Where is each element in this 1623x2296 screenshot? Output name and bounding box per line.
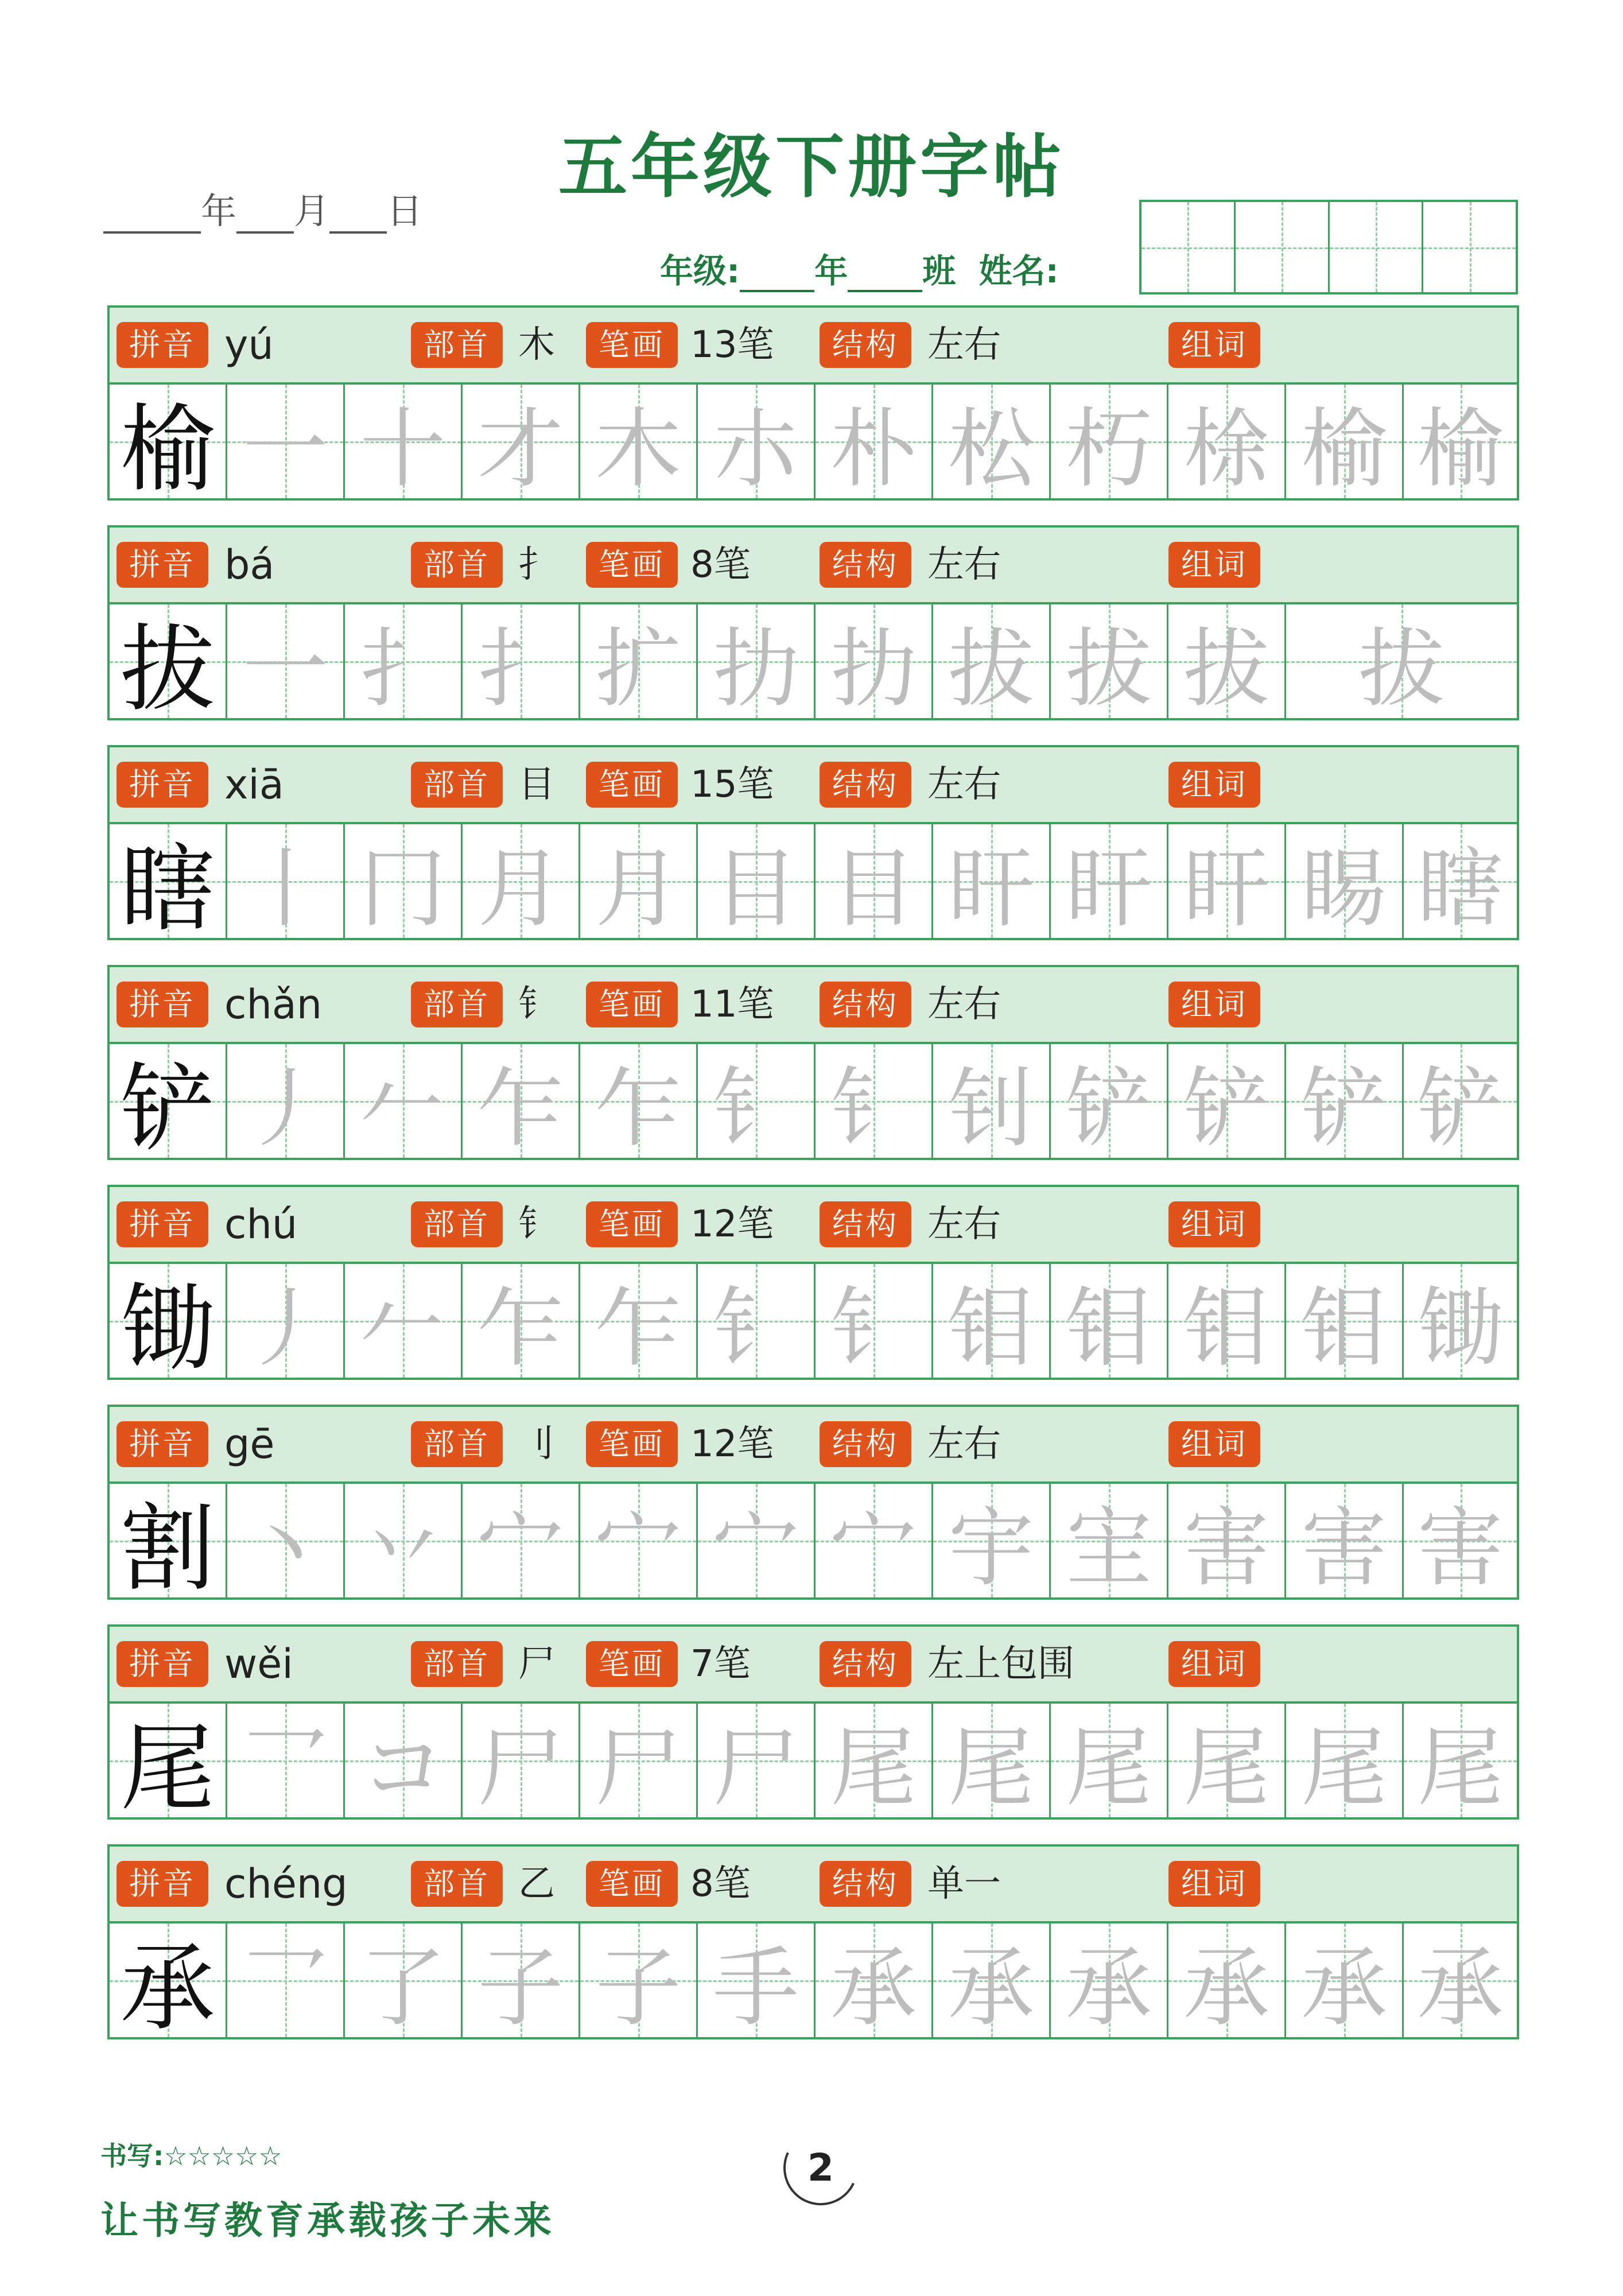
stroke-step-cell[interactable] (1404, 1264, 1517, 1378)
stroke-step-char: 拔 (1065, 619, 1152, 719)
stroke-step-char: 拔 (948, 619, 1034, 719)
stroke-step-char: 尸 (712, 1719, 799, 1818)
strokes-value: 11笔 (690, 983, 774, 1026)
strokes-value: 7笔 (690, 1643, 751, 1685)
stroke-step-char: 月 (477, 839, 564, 939)
model-char: 尾 (120, 1713, 215, 1824)
char-row (107, 1624, 1519, 1824)
page-number: 2 (807, 2146, 834, 2190)
day-blank[interactable] (329, 208, 387, 234)
stroke-step-char: 宀 (712, 1499, 799, 1599)
stroke-step-cell[interactable] (1404, 1484, 1517, 1597)
name-box[interactable] (1139, 200, 1518, 294)
structure-tag: 结构 (820, 1201, 911, 1247)
strokes-value: 13笔 (690, 324, 774, 366)
pinyin-tag: 拼音 (117, 542, 208, 588)
stroke-step-char: 榆 (1417, 400, 1504, 499)
model-char-cell (110, 1704, 227, 1824)
rating-line: 书写:☆☆☆☆☆ (100, 2140, 282, 2171)
stroke-step-char: 丶 (242, 1499, 328, 1599)
stroke-step-char: 手 (712, 1938, 799, 2038)
structure-tag: 结构 (820, 1861, 911, 1907)
strokes-tag: 笔画 (586, 1421, 678, 1467)
stroke-step-cell[interactable] (345, 604, 463, 718)
stroke-step-char: 乍 (477, 1059, 564, 1159)
stroke-step-cell[interactable] (816, 1044, 933, 1158)
stroke-step-char: 乍 (595, 1059, 681, 1159)
stroke-step-cell[interactable] (345, 1704, 463, 1817)
stroke-step-char: 冂 (359, 839, 446, 939)
stroke-step-cell[interactable] (463, 604, 580, 718)
stroke-step-cell[interactable] (227, 1264, 345, 1378)
stroke-step-char: 钼 (1183, 1279, 1269, 1379)
strokes-tag: 笔画 (586, 1641, 678, 1687)
stroke-step-cell[interactable] (816, 1923, 933, 2037)
stroke-step-cell[interactable] (816, 824, 933, 938)
stroke-step-cell[interactable] (580, 1044, 698, 1158)
stroke-step-cell[interactable] (227, 604, 345, 718)
stroke-step-cell[interactable] (816, 604, 933, 718)
stroke-step-char: 朽 (1065, 400, 1152, 499)
pinyin-tag: 拼音 (117, 1421, 208, 1467)
stroke-step-cell[interactable] (580, 385, 698, 498)
structure-value: 左右 (927, 324, 1001, 366)
stroke-step-char: 宇 (948, 1499, 1034, 1599)
stroke-step-char: 尾 (1417, 1719, 1504, 1818)
stroke-step-char: 乍 (595, 1279, 681, 1379)
stroke-step-char: 尸 (477, 1719, 564, 1818)
stroke-step-cell[interactable] (698, 1704, 816, 1817)
stroke-step-char: 梌 (1183, 400, 1269, 499)
pinyin-value: gē (224, 1421, 275, 1468)
model-char: 锄 (120, 1273, 215, 1384)
radical-tag: 部首 (411, 1641, 503, 1687)
stroke-step-cell[interactable] (345, 1044, 463, 1158)
stroke-step-char: 丨 (242, 839, 328, 939)
stroke-step-char: 铲 (1183, 1059, 1269, 1159)
stroke-step-cell[interactable] (463, 1484, 580, 1597)
stroke-step-char: 瞎 (1417, 839, 1504, 939)
stroke-step-cell[interactable] (227, 824, 345, 938)
stroke-step-char: 木 (595, 400, 681, 499)
stroke-step-cell[interactable] (698, 1264, 816, 1378)
words-tag: 组词 (1168, 982, 1260, 1027)
grade-blank[interactable] (740, 267, 814, 292)
stroke-step-cell[interactable] (1286, 604, 1517, 718)
stroke-step-char: 盰 (1065, 839, 1152, 939)
stroke-step-cell[interactable] (1051, 604, 1168, 718)
stroke-step-char: 一 (242, 619, 328, 719)
writing-grid (110, 385, 1517, 505)
strokes-value: 12笔 (690, 1203, 774, 1246)
stroke-step-cell[interactable] (933, 1484, 1051, 1597)
stroke-step-char: 宔 (1065, 1499, 1152, 1599)
stroke-step-cell[interactable] (227, 1704, 345, 1817)
stroke-step-cell[interactable] (1286, 1923, 1404, 2037)
pinyin-value: chéng (224, 1860, 348, 1907)
stroke-step-cell[interactable] (698, 385, 816, 498)
stroke-step-cell[interactable] (816, 1704, 933, 1817)
char-row (107, 745, 1519, 944)
model-char-cell (110, 604, 227, 724)
stroke-step-char: 承 (1183, 1938, 1269, 2038)
radical-value: 尸 (518, 1643, 555, 1685)
stroke-step-cell[interactable] (345, 1264, 463, 1378)
pinyin-value: xiā (224, 761, 284, 808)
stroke-step-char: 铲 (1417, 1059, 1504, 1159)
row-header (110, 308, 1517, 385)
stroke-step-cell[interactable] (1404, 385, 1517, 498)
stroke-step-char: 钼 (1300, 1279, 1387, 1379)
words-tag: 组词 (1168, 1641, 1260, 1687)
model-char-cell (110, 385, 227, 505)
structure-value: 左右 (927, 1203, 1001, 1246)
structure-value: 左右 (927, 763, 1001, 806)
structure-tag: 结构 (820, 982, 911, 1027)
stroke-step-cell[interactable] (345, 1484, 463, 1597)
stroke-step-char: 扌 (477, 619, 564, 719)
stroke-step-char: 扐 (830, 619, 917, 719)
row-header (110, 1847, 1517, 1923)
writing-grid (110, 824, 1517, 944)
stroke-step-char: 钅 (712, 1279, 799, 1379)
stroke-step-cell[interactable] (1286, 1704, 1404, 1817)
stroke-step-char: 才 (477, 400, 564, 499)
model-char: 拔 (120, 614, 215, 724)
stroke-step-char: 松 (948, 400, 1034, 499)
stroke-step-cell[interactable] (1168, 1044, 1286, 1158)
stroke-step-char: 承 (830, 1938, 917, 2038)
stroke-step-char: 十 (359, 400, 446, 499)
row-header (110, 967, 1517, 1044)
stroke-step-char: 尾 (1183, 1719, 1269, 1818)
words-tag: 组词 (1168, 1201, 1260, 1247)
writing-grid (110, 1264, 1517, 1384)
stroke-step-char: 钼 (1065, 1279, 1152, 1379)
stroke-step-char: 铲 (1300, 1059, 1387, 1159)
radical-value: 木 (518, 324, 555, 366)
stroke-step-cell[interactable] (816, 1484, 933, 1597)
month-blank[interactable] (236, 208, 294, 234)
stroke-step-cell[interactable] (933, 1923, 1051, 2037)
stroke-step-cell[interactable] (1051, 1264, 1168, 1378)
stroke-step-cell[interactable] (698, 604, 816, 718)
stroke-step-cell[interactable] (580, 1704, 698, 1817)
structure-value: 左右 (927, 983, 1001, 1026)
stroke-step-cell[interactable] (580, 604, 698, 718)
model-char-cell (110, 824, 227, 944)
stroke-step-char: 钊 (948, 1059, 1034, 1159)
stroke-step-cell[interactable] (1168, 604, 1286, 718)
row-header (110, 1187, 1517, 1264)
stroke-step-cell[interactable] (463, 385, 580, 498)
stroke-step-cell[interactable] (227, 1484, 345, 1597)
stroke-step-cell[interactable] (933, 824, 1051, 938)
stroke-step-char: 钅 (830, 1059, 917, 1159)
stroke-step-char: コ (359, 1719, 446, 1818)
stroke-step-cell[interactable] (345, 1923, 463, 2037)
stroke-step-cell[interactable] (345, 385, 463, 498)
structure-tag: 结构 (820, 322, 911, 368)
slogan: 让书写教育承载孩子未来 (100, 2198, 555, 2243)
class-line: 年级: 年 班 姓名: (660, 244, 1059, 292)
stroke-step-cell[interactable] (933, 1264, 1051, 1378)
radical-value: 钅 (518, 1203, 555, 1246)
stroke-step-char: 一 (242, 400, 328, 499)
stroke-step-char: 尾 (1065, 1719, 1152, 1818)
stroke-step-char: 丿 (242, 1059, 328, 1159)
stroke-step-char: 尾 (830, 1719, 917, 1818)
radical-value: 扌 (518, 544, 555, 586)
structure-value: 左上包围 (927, 1643, 1074, 1685)
stroke-step-cell[interactable] (1168, 1264, 1286, 1378)
row-header (110, 1407, 1517, 1484)
strokes-tag: 笔画 (586, 982, 678, 1027)
stroke-step-cell[interactable] (1051, 1044, 1168, 1158)
structure-tag: 结构 (820, 1641, 911, 1687)
radical-value: 刂 (518, 1423, 555, 1465)
structure-tag: 结构 (820, 1421, 911, 1467)
stroke-step-cell[interactable] (580, 1264, 698, 1378)
stroke-step-cell[interactable] (463, 1264, 580, 1378)
stroke-step-cell[interactable] (933, 1704, 1051, 1817)
stroke-step-cell[interactable] (345, 824, 463, 938)
stroke-step-cell[interactable] (1168, 385, 1286, 498)
stroke-step-char: 月 (595, 839, 681, 939)
stroke-step-char: 扌 (359, 619, 446, 719)
radical-value: 目 (518, 763, 555, 806)
stroke-step-cell[interactable] (227, 1044, 345, 1158)
char-row (107, 965, 1519, 1164)
stroke-step-char: 扐 (712, 619, 799, 719)
stroke-step-char: 朩 (712, 400, 799, 499)
pinyin-value: chú (224, 1201, 298, 1248)
stroke-step-cell[interactable] (1051, 1704, 1168, 1817)
stroke-step-cell[interactable] (1168, 824, 1286, 938)
stroke-step-cell[interactable] (1286, 1484, 1404, 1597)
radical-tag: 部首 (411, 1861, 503, 1907)
words-tag: 组词 (1168, 1861, 1260, 1907)
stroke-step-char: 盰 (1183, 839, 1269, 939)
radical-tag: 部首 (411, 1421, 503, 1467)
row-header (110, 747, 1517, 824)
stroke-step-char: 目 (830, 839, 917, 939)
structure-tag: 结构 (820, 542, 911, 588)
stroke-step-char: 尾 (948, 1719, 1034, 1818)
row-header (110, 528, 1517, 604)
stroke-step-cell[interactable] (1051, 824, 1168, 938)
words-tag: 组词 (1168, 542, 1260, 588)
stroke-step-char: 尾 (1300, 1719, 1387, 1818)
structure-value: 左右 (927, 1423, 1001, 1465)
stroke-step-char: 承 (1417, 1938, 1504, 2038)
structure-value: 左右 (927, 544, 1001, 586)
pinyin-tag: 拼音 (117, 322, 208, 368)
char-row (107, 1844, 1519, 2043)
model-char: 榆 (120, 394, 215, 505)
stroke-step-char: 了 (359, 1938, 446, 2038)
stroke-step-cell[interactable] (1051, 1923, 1168, 2037)
stroke-step-cell[interactable] (227, 1923, 345, 2037)
pinyin-tag: 拼音 (117, 1641, 208, 1687)
stroke-step-cell[interactable] (1286, 1264, 1404, 1378)
stroke-step-char: 宀 (477, 1499, 564, 1599)
class-blank[interactable] (848, 267, 922, 292)
stroke-step-cell[interactable] (1168, 1484, 1286, 1597)
stroke-step-cell[interactable] (463, 824, 580, 938)
stroke-step-cell[interactable] (580, 824, 698, 938)
stroke-step-cell[interactable] (580, 1923, 698, 2037)
stroke-step-char: 朴 (830, 400, 917, 499)
stroke-step-char: 子 (477, 1938, 564, 2038)
stroke-step-cell[interactable] (1404, 1704, 1517, 1817)
stroke-step-cell[interactable] (1051, 1484, 1168, 1597)
stroke-step-cell[interactable] (933, 1044, 1051, 1158)
stroke-step-char: 子 (595, 1938, 681, 2038)
radical-tag: 部首 (411, 1201, 503, 1247)
char-row (107, 305, 1519, 505)
strokes-value: 8笔 (690, 544, 751, 586)
strokes-tag: 笔画 (586, 1201, 678, 1247)
radical-value: 钅 (518, 983, 555, 1026)
words-tag: 组词 (1168, 322, 1260, 368)
stroke-step-char: 承 (1300, 1938, 1387, 2038)
stroke-step-cell[interactable] (816, 1264, 933, 1378)
date-line: 年 月 日 (103, 183, 422, 234)
stroke-step-char: 钅 (712, 1059, 799, 1159)
year-blank[interactable] (103, 208, 201, 234)
stroke-step-char: 榆 (1300, 400, 1387, 499)
stroke-step-char: 目 (712, 839, 799, 939)
stroke-step-char: 乍 (477, 1279, 564, 1379)
stroke-step-char: 乛 (242, 1938, 328, 2038)
strokes-value: 12笔 (690, 1423, 774, 1465)
strokes-tag: 笔画 (586, 542, 678, 588)
stroke-step-char: 拔 (1358, 619, 1445, 719)
pinyin-value: wěi (224, 1640, 293, 1688)
radical-tag: 部首 (411, 982, 503, 1027)
pinyin-tag: 拼音 (117, 1201, 208, 1247)
model-char: 承 (120, 1933, 215, 2043)
stroke-step-char: 丿 (242, 1279, 328, 1379)
pinyin-value: chǎn (224, 981, 323, 1028)
stroke-step-char: 害 (1183, 1499, 1269, 1599)
pinyin-tag: 拼音 (117, 982, 208, 1027)
char-row (107, 1185, 1519, 1384)
page-title: 五年级下册字帖 (558, 126, 1065, 207)
strokes-tag: 笔画 (586, 762, 678, 808)
model-char-cell (110, 1923, 227, 2043)
words-tag: 组词 (1168, 762, 1260, 808)
writing-grid (110, 1044, 1517, 1164)
strokes-tag: 笔画 (586, 322, 678, 368)
radical-tag: 部首 (411, 542, 503, 588)
stroke-step-char: 睗 (1300, 839, 1387, 939)
stroke-step-cell[interactable] (1051, 385, 1168, 498)
model-char: 割 (120, 1493, 215, 1604)
stroke-step-char: 丷 (359, 1499, 446, 1599)
pinyin-tag: 拼音 (117, 1861, 208, 1907)
stroke-step-char: 锄 (1417, 1279, 1504, 1379)
stroke-step-cell[interactable] (1286, 824, 1404, 938)
model-char: 铲 (120, 1053, 215, 1164)
stroke-step-char: 𠂉 (359, 1279, 446, 1379)
stroke-step-char: 承 (1065, 1938, 1152, 2038)
strokes-value: 15笔 (690, 763, 774, 806)
stroke-step-char: 害 (1300, 1499, 1387, 1599)
stroke-step-cell[interactable] (463, 1704, 580, 1817)
stroke-step-char: 尸 (595, 1719, 681, 1818)
strokes-value: 8笔 (690, 1863, 751, 1905)
stroke-step-cell[interactable] (933, 604, 1051, 718)
model-char-cell (110, 1264, 227, 1384)
stroke-step-cell[interactable] (1404, 1923, 1517, 2037)
stroke-step-char: 盰 (948, 839, 1034, 939)
writing-grid (110, 1704, 1517, 1824)
stroke-step-cell[interactable] (463, 1923, 580, 2037)
char-row (107, 1405, 1519, 1604)
writing-grid (110, 1923, 1517, 2043)
stroke-step-char: 宀 (830, 1499, 917, 1599)
stroke-step-char: 承 (948, 1938, 1034, 2038)
stroke-step-cell[interactable] (227, 385, 345, 498)
stroke-step-char: 害 (1417, 1499, 1504, 1599)
pinyin-tag: 拼音 (117, 762, 208, 808)
structure-tag: 结构 (820, 762, 911, 808)
stroke-step-char: 钼 (948, 1279, 1034, 1379)
model-char-cell (110, 1044, 227, 1164)
strokes-tag: 笔画 (586, 1861, 678, 1907)
model-char-cell (110, 1484, 227, 1604)
stroke-step-cell[interactable] (933, 385, 1051, 498)
pinyin-value: yú (224, 321, 274, 369)
structure-value: 单一 (927, 1863, 1001, 1905)
model-char: 瞎 (120, 833, 215, 944)
stroke-step-cell[interactable] (1168, 1704, 1286, 1817)
stroke-step-char: 宀 (595, 1499, 681, 1599)
stroke-step-char: 拔 (1183, 619, 1269, 719)
stroke-step-cell[interactable] (580, 1484, 698, 1597)
radical-tag: 部首 (411, 322, 503, 368)
stroke-step-char: 钅 (830, 1279, 917, 1379)
stroke-step-cell[interactable] (463, 1044, 580, 1158)
char-row (107, 525, 1519, 724)
row-header (110, 1627, 1517, 1704)
stroke-step-char: 扩 (595, 619, 681, 719)
stroke-step-cell[interactable] (1404, 1044, 1517, 1158)
words-tag: 组词 (1168, 1421, 1260, 1467)
stroke-step-cell[interactable] (1168, 1923, 1286, 2037)
radical-tag: 部首 (411, 762, 503, 808)
stroke-step-char: 𠂉 (359, 1059, 446, 1159)
stroke-step-cell[interactable] (698, 1484, 816, 1597)
stroke-step-cell[interactable] (1286, 1044, 1404, 1158)
stroke-step-cell[interactable] (698, 824, 816, 938)
stroke-step-cell[interactable] (1404, 824, 1517, 938)
radical-value: 乙 (518, 1863, 555, 1905)
stroke-step-cell[interactable] (698, 1044, 816, 1158)
stroke-step-char: 乛 (242, 1719, 328, 1818)
stroke-step-cell[interactable] (816, 385, 933, 498)
stroke-step-char: 铲 (1065, 1059, 1152, 1159)
pinyin-value: bá (224, 541, 275, 588)
stroke-step-cell[interactable] (1286, 385, 1404, 498)
writing-grid (110, 1484, 1517, 1604)
stroke-step-cell[interactable] (698, 1923, 816, 2037)
writing-grid (110, 604, 1517, 724)
